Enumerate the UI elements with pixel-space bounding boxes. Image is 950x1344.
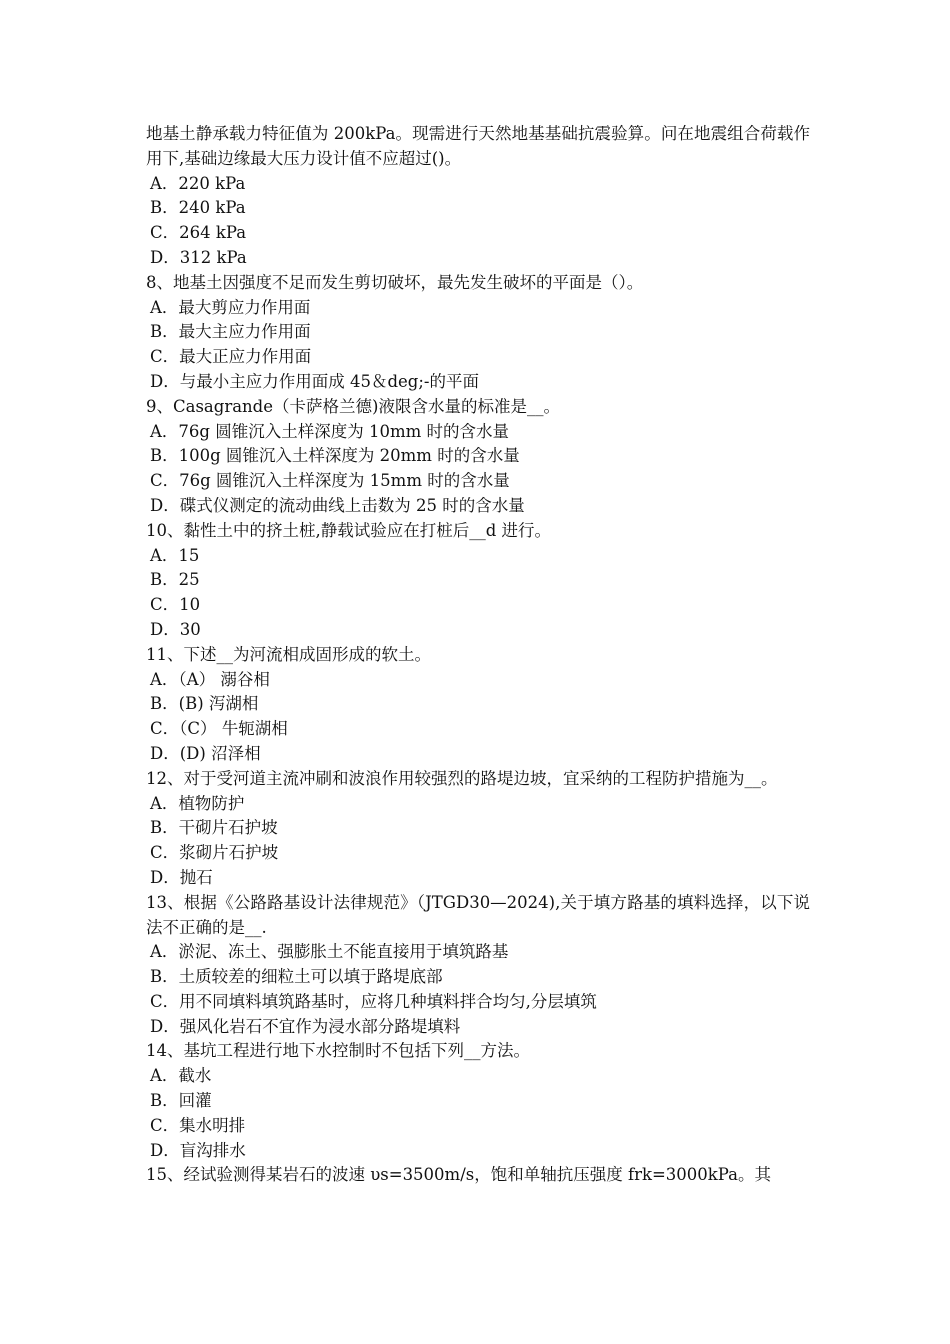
option-a: A．最大剪应力作用面 <box>150 297 311 317</box>
option-c: C．浆砌片石护坡 <box>150 843 279 863</box>
question-stem: 地基土静承载力特征值为 200kPa。现需进行天然地基基础抗震验算。问在地震组合荷载作用下,基础边缘最大压力设计值不应超过()。 <box>146 124 810 168</box>
question-15 <box>146 1163 810 1188</box>
option-d: D．抛石 <box>150 867 213 887</box>
option-d: D．312 kPa <box>150 247 247 267</box>
option-a: A．220 kPa <box>150 173 246 193</box>
question-stem: 10、黏性土中的挤土桩,静载试验应在打桩后__d 进行。 <box>146 520 552 540</box>
option-b: B．土质较差的细粒土可以填于路堤底部 <box>150 967 443 987</box>
question-stem: 8、地基土因强度不足而发生剪切破坏，最先发生破坏的平面是（）。 <box>146 272 644 292</box>
option-a: A．截水 <box>150 1066 212 1086</box>
question-stem: 12、对于受河道主流冲刷和波浪作用较强烈的路堤边坡，宜采纳的工程防护措施为__。 <box>146 768 778 788</box>
option-c: C．（C） 牛轭湖相 <box>150 719 288 739</box>
option-b: B．100g 圆锥沉入土样深度为 20mm 时的含水量 <box>150 446 520 466</box>
option-d: D．(D) 沼泽相 <box>150 743 261 763</box>
option-b: B．最大主应力作用面 <box>150 322 311 342</box>
option-b: B．240 kPa <box>150 198 246 218</box>
option-c: C．集水明排 <box>150 1115 246 1135</box>
question-13 <box>146 891 810 1040</box>
question-12 <box>146 767 810 891</box>
option-a: A．76g 圆锥沉入土样深度为 10mm 时的含水量 <box>150 421 509 441</box>
question-stem: 11、下述__为河流相成固形成的软土。 <box>146 644 431 664</box>
option-d: D．30 <box>150 619 201 639</box>
option-c: C．76g 圆锥沉入土样深度为 15mm 时的含水量 <box>150 471 510 491</box>
option-a: A．（A） 溺谷相 <box>150 669 270 689</box>
question-11 <box>146 643 810 767</box>
option-b: B．回灌 <box>150 1091 212 1111</box>
question-9 <box>146 395 810 519</box>
document-page <box>146 122 810 1188</box>
question-7 <box>146 122 810 271</box>
option-d: D．与最小主应力作用面成 45＆deg;-的平面 <box>150 371 479 391</box>
option-b: B．干砌片石护坡 <box>150 818 278 838</box>
option-c: C．264 kPa <box>150 223 247 243</box>
question-stem: 15、经试验测得某岩石的波速 υs=3500m/s，饱和单轴抗压强度 frk=3000kPa。其 <box>146 1165 771 1185</box>
option-b: B．(B) 泻湖相 <box>150 694 259 714</box>
option-d: D．盲沟排水 <box>150 1140 246 1160</box>
option-d: D．强风化岩石不宜作为浸水部分路堤填料 <box>150 1016 461 1036</box>
question-stem: 9、Casagrande（卡萨格兰德)液限含水量的标准是__。 <box>146 396 560 416</box>
option-c: C．用不同填料填筑路基时，应将几种填料拌合均匀,分层填筑 <box>150 991 597 1011</box>
option-a: A．淤泥、冻土、强膨胀土不能直接用于填筑路基 <box>150 942 509 962</box>
question-stem: 14、基坑工程进行地下水控制时不包括下列__方法。 <box>146 1041 530 1061</box>
option-d: D．碟式仪测定的流动曲线上击数为 25 时的含水量 <box>150 495 525 515</box>
option-c: C．10 <box>150 595 201 615</box>
question-14 <box>146 1039 810 1163</box>
question-8 <box>146 271 810 395</box>
option-a: A．植物防护 <box>150 793 245 813</box>
option-b: B．25 <box>150 570 200 590</box>
option-a: A．15 <box>150 545 200 565</box>
option-c: C．最大正应力作用面 <box>150 347 312 367</box>
question-10 <box>146 519 810 643</box>
question-stem: 13、根据《公路路基设计法律规范》（JTGD30—2024),关于填方路基的填料选择，以下说法不正确的是__. <box>146 892 810 937</box>
